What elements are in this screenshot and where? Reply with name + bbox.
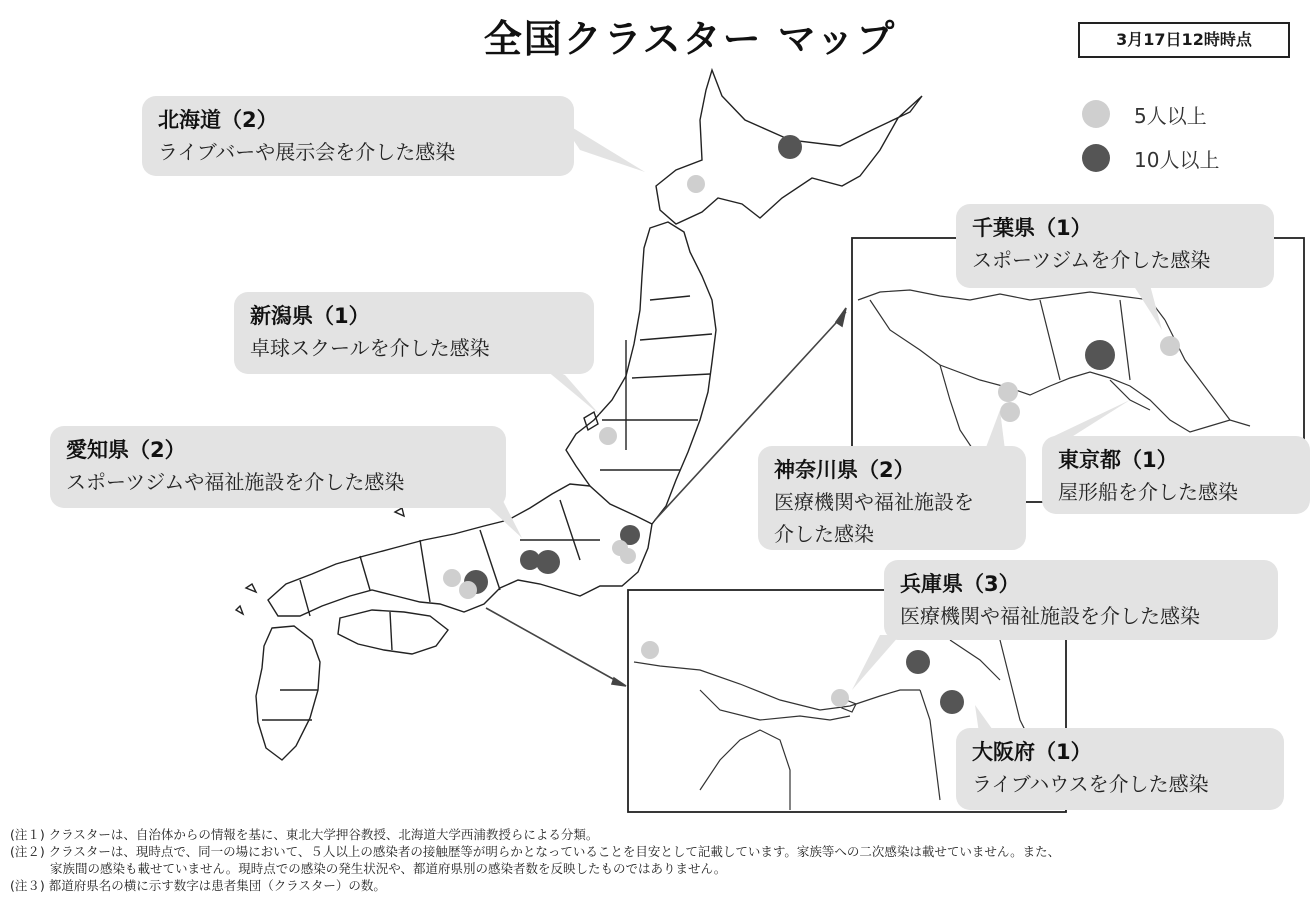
dot-hokkaido-large [778,135,802,159]
callout-osaka [956,728,1284,810]
dot-hyogo-small-1 [641,641,659,659]
callout-desc: 医療機関や福祉施設を [774,490,974,514]
callout-title: 東京都（1） [1058,448,1178,472]
callout-title: 千葉県（1） [972,216,1092,240]
callout-title: 大阪府（1） [972,740,1092,764]
dot-niigata-small [599,427,617,445]
legend-label: 5人以上 [1134,103,1207,128]
dot-kanto-small-2 [620,548,636,564]
callout-title: 北海道（2） [158,108,278,132]
callout-desc: ライブバーや展示会を介した感染 [158,140,456,164]
legend-label: 10人以上 [1134,147,1220,172]
dot-tokyo-large [1085,340,1115,370]
dot-hokkaido-small [687,175,705,193]
page-title: 全国クラスター マップ [483,17,897,61]
dot-kansai-small-2 [459,581,477,599]
legend-dot-light-icon [1082,100,1110,128]
legend-item-5plus [1082,92,1219,136]
dot-osaka-large [940,690,964,714]
callout-tokyo [1042,436,1310,514]
footnote-1: (注１) クラスターは、自治体からの情報を基に、東北大学押谷教授、北海道大学西浦教授らによる分類。 [10,827,599,842]
callout-niigata [234,292,594,374]
callout-title: 新潟県（1） [250,304,370,328]
dot-aichi-large-2 [536,550,560,574]
callout-hyogo [884,560,1278,640]
callout-chiba [956,204,1274,288]
dot-chiba-small [1160,336,1180,356]
date-badge: 3月17日12時時点 [1078,22,1290,58]
dot-hyogo-large [906,650,930,674]
callout-desc: 介した感染 [774,522,874,546]
footnotes [10,826,1310,894]
callout-desc: ライブハウスを介した感染 [972,772,1209,796]
legend [1082,92,1219,180]
callout-desc: スポーツジムを介した感染 [972,248,1211,272]
legend-item-10plus [1082,136,1219,180]
callout-hokkaido [142,96,574,176]
callout-desc: スポーツジムや福祉施設を介した感染 [66,470,405,494]
callout-desc: 屋形船を介した感染 [1058,480,1238,504]
dot-kansai-small-1 [443,569,461,587]
legend-dot-dark-icon [1082,144,1110,172]
callout-kanagawa [758,446,1026,550]
callout-title: 兵庫県（3） [900,572,1020,596]
dot-hyogo-small-2 [831,689,849,707]
callout-desc: 卓球スクールを介した感染 [250,336,490,360]
dot-kanagawa-small-1 [998,382,1018,402]
callout-desc: 医療機関や福祉施設を介した感染 [900,604,1200,628]
footnote-2-continued: 家族間の感染も載せていません。現時点での感染の発生状況や、都道府県別の感染者数を反映したものではありません。 [50,861,727,876]
callout-title: 神奈川県（2） [774,458,915,482]
dot-kanagawa-small-2 [1000,402,1020,422]
footnote-2: (注２) クラスターは、現時点で、同一の場において、５人以上の感染者の接触歴等が明らかとなっていることを目安として記載しています。家族等への二次感染は載せていません。また、 [10,844,1061,859]
callout-title: 愛知県（2） [66,438,186,462]
footnote-3: (注３) 都道府県名の横に示す数字は患者集団（クラスター）の数。 [10,878,386,893]
callout-aichi [50,426,506,508]
